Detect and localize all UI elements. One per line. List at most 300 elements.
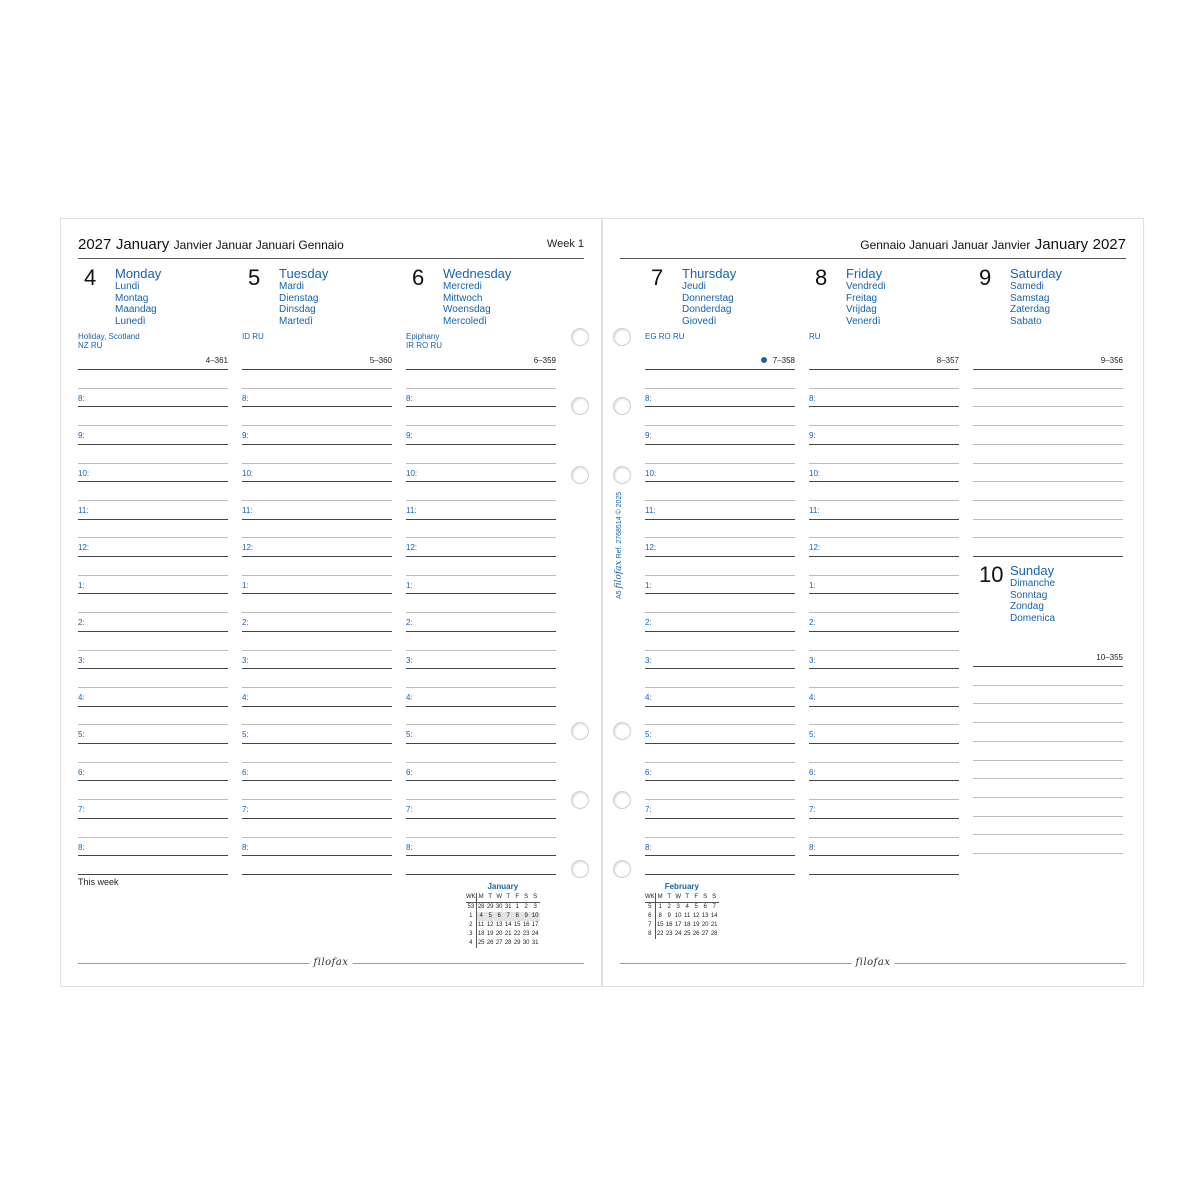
ruled-line	[242, 818, 392, 819]
ruled-line	[242, 406, 392, 407]
weekday-header: S	[710, 893, 719, 903]
right-header	[620, 234, 1126, 259]
hour-label: 3:	[809, 655, 816, 665]
ruled-line	[645, 463, 795, 464]
ruled-line	[78, 444, 228, 445]
hour-label: 9:	[645, 431, 652, 441]
ruled-line	[645, 575, 795, 576]
ruled-line	[242, 500, 392, 501]
ruled-line	[78, 388, 228, 389]
translation: Sonntag	[1010, 589, 1048, 601]
hour-label: 8:	[809, 393, 816, 403]
ruled-line	[78, 743, 228, 744]
date-cell: 23	[665, 931, 673, 937]
translation: Montag	[115, 292, 149, 304]
ruled-line	[78, 481, 228, 482]
ruled-line	[242, 481, 392, 482]
date-cell: 4	[685, 904, 689, 910]
ruled-line	[406, 406, 556, 407]
date-cell: 29	[513, 940, 521, 946]
day-of-year-counter	[534, 356, 556, 365]
mini-calendar-row	[645, 903, 719, 913]
ruled-line	[78, 463, 228, 464]
ruled-line	[242, 556, 392, 557]
date-cell: 11	[684, 913, 691, 919]
day-name: Thursday	[682, 266, 737, 281]
mini-calendar-grid	[645, 893, 719, 939]
ruled-line	[973, 406, 1123, 407]
ruled-line	[645, 724, 795, 725]
ruled-line	[406, 556, 556, 557]
weekday-header: S	[701, 893, 710, 903]
date-cell: 11	[478, 922, 485, 928]
hour-label: 4:	[78, 692, 85, 702]
hour-label: 2:	[78, 618, 85, 628]
ruled-line	[78, 837, 228, 838]
ruled-line	[645, 780, 795, 781]
moon-phase-icon	[761, 357, 767, 363]
ruled-line	[406, 799, 556, 800]
date-cell: 12	[692, 913, 700, 919]
ruled-line	[406, 444, 556, 445]
translation: Donnerstag	[682, 292, 734, 304]
ruled-line	[406, 668, 556, 669]
date-cell: 9	[667, 913, 671, 919]
ruled-line	[973, 666, 1123, 667]
ruled-line	[78, 668, 228, 669]
ruled-line	[406, 687, 556, 688]
ruled-line	[809, 556, 959, 557]
ruled-line	[645, 743, 795, 744]
ruled-line	[645, 837, 795, 838]
day-name: Friday	[846, 266, 883, 281]
day-name-translations	[1010, 281, 1050, 327]
ruled-line	[406, 818, 556, 819]
ruled-line	[645, 668, 795, 669]
ruled-line	[645, 799, 795, 800]
hour-label: 8:	[78, 393, 85, 403]
ruled-line	[809, 369, 959, 370]
translation: Sabato	[1010, 315, 1042, 327]
ruled-line	[406, 837, 556, 838]
weekday-header: WK	[466, 893, 476, 903]
date-cell: 15	[656, 922, 664, 928]
ruled-line	[973, 853, 1123, 854]
date-cell: 6	[495, 912, 504, 921]
hour-label: 11:	[242, 505, 253, 515]
date-cell: 20	[495, 931, 503, 937]
binder-hole	[571, 860, 589, 878]
ruled-line	[809, 687, 959, 688]
ruled-line	[809, 724, 959, 725]
ruled-line	[809, 406, 959, 407]
weekday-header: M	[476, 893, 486, 903]
date-cell: 5	[694, 904, 698, 910]
ruled-line	[973, 722, 1123, 723]
hour-label: 5:	[242, 730, 249, 740]
ruled-line	[406, 481, 556, 482]
ruled-line	[406, 369, 556, 370]
ruled-line	[973, 797, 1123, 798]
ruled-line	[406, 593, 556, 594]
hour-label: 5:	[645, 730, 652, 740]
hour-label: 9:	[406, 431, 413, 441]
ruled-line	[809, 650, 959, 651]
hour-label: 6:	[809, 767, 816, 777]
mini-calendar-title: February	[664, 882, 699, 891]
ruled-line	[406, 500, 556, 501]
ruled-line	[645, 687, 795, 688]
weekday-header: WK	[645, 893, 655, 903]
date-cell: 28	[710, 931, 718, 937]
reference-text	[614, 492, 624, 599]
ruled-line	[242, 463, 392, 464]
week-number: 2	[466, 921, 476, 930]
hour-label: 2:	[645, 618, 652, 628]
ruled-line	[242, 593, 392, 594]
ruled-line	[406, 537, 556, 538]
mini-calendar-title: January	[487, 882, 519, 891]
weekday-header: T	[665, 893, 674, 903]
binder-hole	[571, 466, 589, 484]
hour-label: 9:	[809, 431, 816, 441]
month: January	[1034, 236, 1089, 253]
day-number: 6	[412, 265, 425, 290]
hour-label: 3:	[645, 655, 652, 665]
day-notes	[78, 332, 140, 350]
day-name: Sunday	[1010, 563, 1055, 578]
ruled-line	[242, 388, 392, 389]
ruled-line	[973, 519, 1123, 520]
ruled-line	[973, 444, 1123, 445]
translation: Lundi	[115, 281, 140, 292]
ruled-line	[78, 500, 228, 501]
hour-label: 10:	[406, 468, 418, 478]
day-name-translations	[279, 281, 318, 327]
ruled-line	[645, 874, 795, 875]
week-number: 4	[466, 939, 476, 948]
date-cell: 7	[712, 904, 716, 910]
ruled-line	[78, 575, 228, 576]
ruled-line	[809, 631, 959, 632]
date-cell: 7	[504, 912, 513, 921]
size-label: A5	[616, 590, 623, 599]
hour-label: 12:	[242, 543, 254, 553]
ruled-line	[78, 780, 228, 781]
ruled-line	[809, 537, 959, 538]
binder-hole	[571, 397, 589, 415]
translation: Dimanche	[1010, 578, 1056, 589]
weekday-header: T	[486, 893, 495, 903]
date-cell: 18	[477, 931, 485, 937]
day-of-year-counter	[206, 356, 228, 365]
day-notes	[645, 332, 685, 341]
month-translations: Gennaio Januari Januar Janvier	[860, 238, 1031, 252]
ruled-line	[973, 778, 1123, 779]
day-name: Tuesday	[279, 266, 329, 281]
date-cell: 31	[531, 940, 539, 946]
ruled-line	[406, 388, 556, 389]
translation: Zondag	[1010, 601, 1044, 612]
note-line: NZ RU	[78, 341, 103, 350]
ruled-line	[242, 724, 392, 725]
ruled-line	[406, 575, 556, 576]
date-cell: 5	[486, 912, 495, 921]
hour-label: 11:	[78, 505, 89, 515]
translation: Woensdag	[443, 304, 491, 315]
ruled-line	[406, 855, 556, 856]
left-header	[78, 234, 584, 259]
translation: Vendredi	[846, 281, 886, 292]
mini-calendar-january	[466, 882, 540, 948]
month-translations: Janvier Januar Januari Gennaio	[173, 238, 344, 252]
ruled-line	[973, 463, 1123, 464]
note-line: EG RO RU	[645, 332, 685, 341]
hour-label: 8:	[406, 393, 413, 403]
ruled-line	[406, 519, 556, 520]
footer-rule	[78, 957, 584, 968]
day-of-year: 7–358	[772, 356, 795, 365]
hour-label: 8:	[406, 842, 413, 852]
ruled-line	[973, 816, 1123, 817]
day-of-year-counter	[937, 356, 959, 365]
binder-hole	[571, 791, 589, 809]
hour-label: 7:	[809, 805, 816, 815]
ruled-line	[242, 743, 392, 744]
month: January	[115, 236, 170, 253]
hour-label: 10:	[78, 468, 90, 478]
ruled-line	[406, 743, 556, 744]
day-name: Monday	[115, 266, 162, 281]
date-cell: 25	[683, 931, 691, 937]
ruled-line	[645, 631, 795, 632]
ruled-line	[645, 612, 795, 613]
ruled-line	[809, 425, 959, 426]
day-name-translations	[1010, 578, 1055, 624]
binder-hole	[613, 466, 631, 484]
hour-label: 3:	[78, 655, 85, 665]
day-of-year-counter	[1096, 653, 1123, 662]
ruled-line	[809, 519, 959, 520]
date-cell: 9	[522, 912, 531, 921]
ruled-line	[78, 593, 228, 594]
week-number: 3	[466, 930, 476, 939]
ruled-line	[973, 537, 1123, 538]
hour-label: 8:	[645, 393, 652, 403]
translation: Jeudi	[682, 281, 706, 292]
ruled-line	[242, 519, 392, 520]
binder-hole	[571, 328, 589, 346]
note-line: Epiphany	[406, 332, 440, 341]
ruled-line	[809, 780, 959, 781]
date-cell: 18	[683, 922, 691, 928]
date-cell: 30	[522, 940, 530, 946]
translation: Mercredi	[443, 281, 482, 292]
mini-calendar-grid	[466, 893, 540, 948]
binder-hole	[613, 397, 631, 415]
day-name-translations	[682, 281, 734, 327]
ruled-line	[242, 799, 392, 800]
ruled-line	[242, 668, 392, 669]
hour-label: 4:	[809, 692, 816, 702]
day-name: Saturday	[1010, 266, 1063, 281]
date-cell: 21	[710, 922, 718, 928]
hour-label: 10:	[809, 468, 821, 478]
ruled-line	[809, 706, 959, 707]
date-cell: 10	[531, 913, 539, 919]
hour-label: 4:	[242, 692, 249, 702]
date-cell: 13	[701, 913, 709, 919]
date-cell: 24	[674, 931, 682, 937]
hour-label: 7:	[242, 805, 249, 815]
mini-calendar-row	[645, 921, 719, 930]
week-number: 7	[645, 921, 655, 930]
ruled-line	[809, 762, 959, 763]
ruled-line	[242, 874, 392, 875]
translation: Giovedì	[682, 315, 717, 327]
hour-label: 5:	[78, 730, 85, 740]
hour-label: 8:	[242, 842, 249, 852]
ruled-line	[973, 741, 1123, 742]
ruled-line	[78, 874, 228, 875]
translation: Samstag	[1010, 292, 1050, 304]
ruled-line	[809, 444, 959, 445]
mini-calendar-row	[466, 939, 540, 948]
date-cell: 8	[513, 912, 522, 921]
translation: Maandag	[115, 304, 157, 315]
binder-hole	[613, 860, 631, 878]
mini-calendar-header	[466, 893, 540, 903]
ruled-line	[78, 855, 228, 856]
day-of-year: 4–361	[205, 356, 228, 365]
day-name: Wednesday	[443, 266, 512, 281]
mini-calendar-row	[645, 912, 719, 921]
hour-label: 1:	[406, 580, 413, 590]
ruled-line	[406, 463, 556, 464]
hour-label: 4:	[645, 692, 652, 702]
hour-label: 5:	[406, 730, 413, 740]
ruled-line	[809, 668, 959, 669]
ruled-line	[645, 406, 795, 407]
date-cell: 10	[674, 913, 682, 919]
date-cell: 25	[477, 940, 485, 946]
date-cell: 29	[486, 904, 494, 910]
ruled-line	[809, 593, 959, 594]
mini-calendar-row	[466, 930, 540, 939]
date-cell: 19	[486, 931, 494, 937]
ruled-line	[809, 874, 959, 875]
year: 2027	[78, 236, 112, 253]
ruled-line	[973, 760, 1123, 761]
mini-calendar-row	[466, 912, 540, 921]
ruled-line	[406, 724, 556, 725]
date-cell: 16	[522, 922, 530, 928]
right-page	[603, 219, 1143, 986]
day-notes	[242, 332, 264, 341]
date-cell: 26	[692, 931, 700, 937]
ruled-line	[242, 837, 392, 838]
translation: Venerdì	[846, 315, 881, 327]
ruled-line	[406, 650, 556, 651]
day-name-translations	[443, 281, 491, 327]
hour-label: 3:	[406, 655, 413, 665]
day-of-year: 9–356	[1100, 356, 1123, 365]
day-number: 10	[979, 562, 1004, 587]
weekday-header: M	[655, 893, 665, 903]
ruled-line	[78, 762, 228, 763]
translation: Vrijdag	[846, 304, 877, 315]
date-cell: 24	[531, 931, 539, 937]
translation: Dinsdag	[279, 304, 316, 315]
ruled-line	[406, 425, 556, 426]
brand-mark: filofax	[614, 560, 624, 589]
ruled-line	[242, 537, 392, 538]
translation: Freitag	[846, 292, 878, 304]
ruled-line	[78, 612, 228, 613]
translation: Samedi	[1010, 281, 1044, 292]
day-of-year-counter	[370, 356, 392, 365]
hour-label: 9:	[242, 431, 249, 441]
ruled-line	[645, 425, 795, 426]
hour-label: 10:	[645, 468, 657, 478]
ruled-line	[242, 706, 392, 707]
ruled-line	[973, 685, 1123, 686]
hour-label: 1:	[242, 580, 249, 590]
day-number: 9	[979, 265, 992, 290]
translation: Zaterdag	[1010, 304, 1051, 315]
day-number: 4	[84, 265, 97, 290]
hour-label: 8:	[78, 842, 85, 852]
ruled-line	[78, 369, 228, 370]
ruled-line	[645, 369, 795, 370]
translation: Dienstag	[279, 292, 319, 304]
translation: Mittwoch	[443, 292, 483, 304]
ruled-line	[78, 799, 228, 800]
weekday-header: F	[513, 893, 522, 903]
date-cell: 26	[486, 940, 494, 946]
date-cell: 22	[656, 931, 664, 937]
reference-number: Ref. 2768514 © 2025	[616, 491, 623, 559]
date-cell: 14	[504, 922, 512, 928]
day-of-year: 10–355	[1096, 653, 1123, 662]
date-cell: 14	[710, 913, 718, 919]
weekday-header: S	[522, 893, 531, 903]
week-number: 1	[466, 912, 476, 921]
hour-label: 4:	[406, 692, 413, 702]
ruled-line	[242, 369, 392, 370]
hour-label: 9:	[78, 431, 85, 441]
ruled-line	[973, 481, 1123, 482]
ruled-line	[973, 500, 1123, 501]
ruled-line	[406, 706, 556, 707]
binder-hole	[613, 791, 631, 809]
date-cell: 30	[495, 904, 503, 910]
mini-calendar-header	[645, 893, 719, 903]
mini-calendar-row	[466, 903, 540, 913]
date-cell: 4	[476, 912, 486, 921]
ruled-line	[78, 687, 228, 688]
weekday-header: W	[495, 893, 504, 903]
day-of-year-counter	[1101, 356, 1123, 365]
ruled-line	[809, 388, 959, 389]
weekday-header: T	[683, 893, 692, 903]
year: 2027	[1092, 236, 1126, 253]
ruled-line	[242, 444, 392, 445]
translation: Donderdag	[682, 304, 732, 315]
ruled-line	[809, 500, 959, 501]
ruled-line	[242, 687, 392, 688]
day-of-year-counter	[761, 356, 795, 365]
